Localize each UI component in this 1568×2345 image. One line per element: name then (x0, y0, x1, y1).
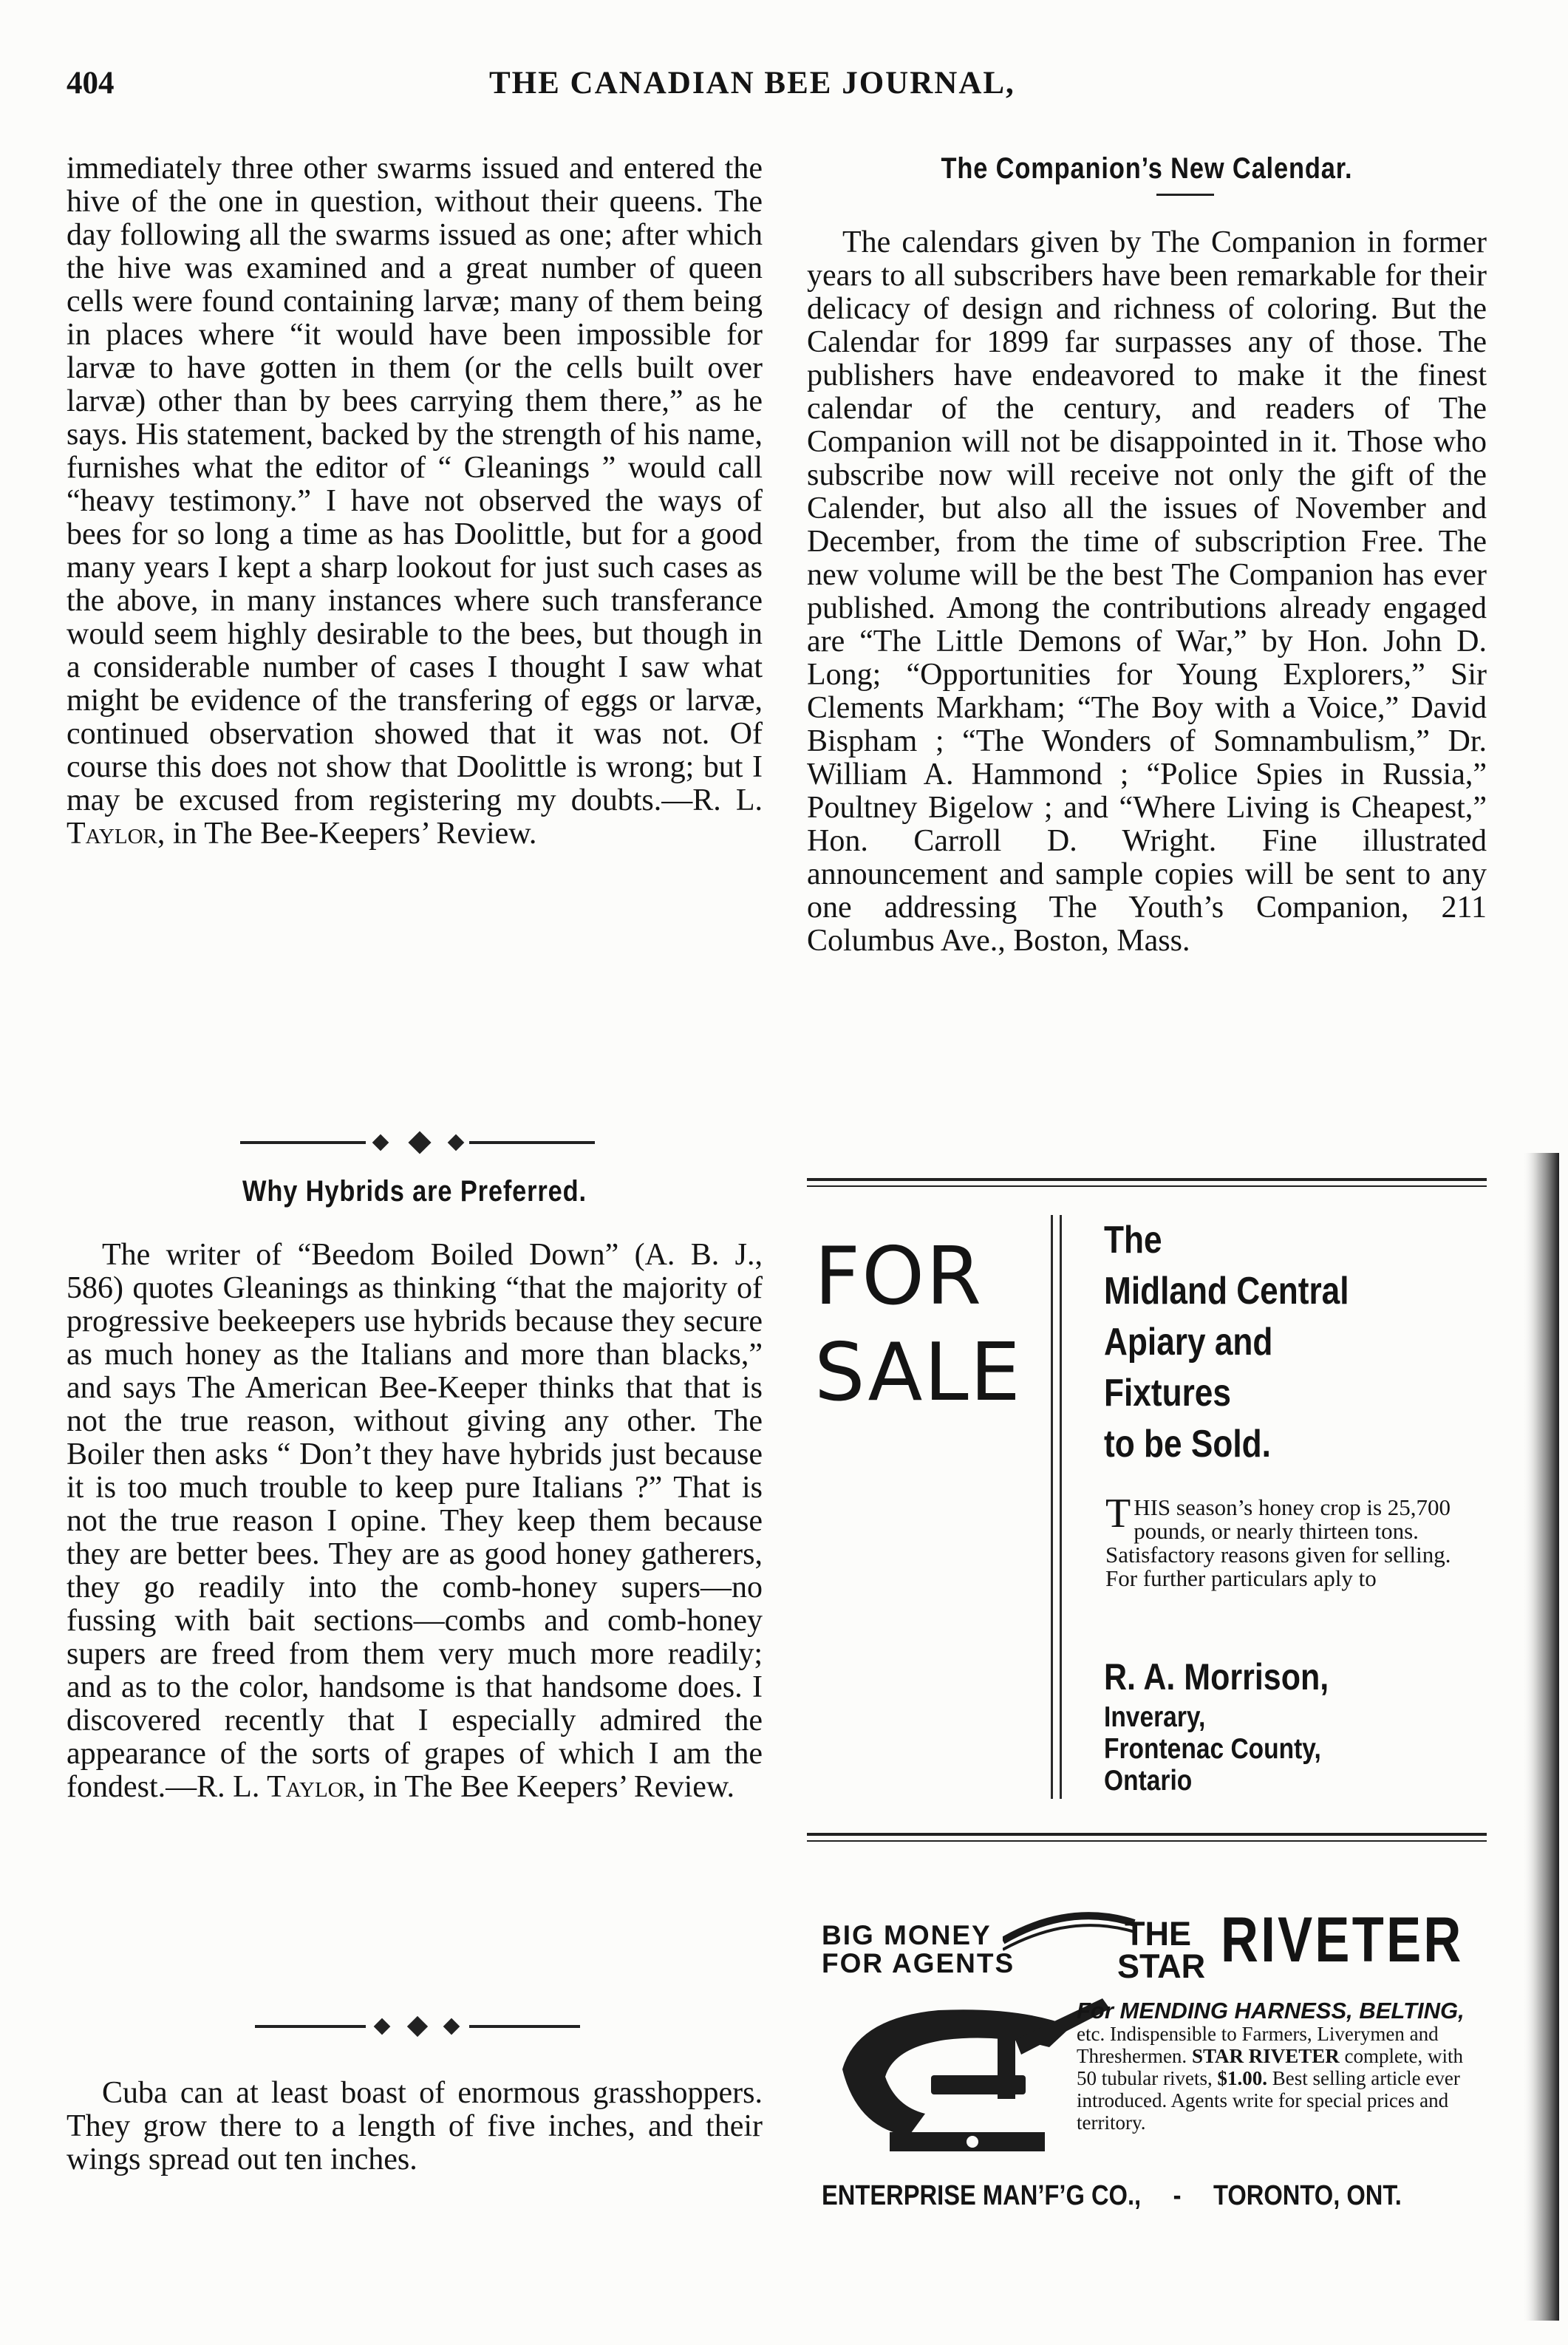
riveter-title: RIVETER (1221, 1905, 1464, 1975)
hybrids-article (67, 1239, 763, 1804)
hybrids-source: in The Bee Keepers’ Review. (365, 1770, 734, 1804)
for-label: FOR (814, 1231, 984, 1323)
ad-contact: R. A. Morrison, Inverary, Frontenac County, Ontario (1104, 1653, 1460, 1797)
for-mending-line: For MENDING HARNESS, BELTING, (1077, 1998, 1465, 2024)
company-name: ENTERPRISE MAN’F’G CO., (822, 2180, 1142, 2211)
company-city: TORONTO, ONT. (1213, 2180, 1402, 2211)
scan-edge-shadow (1507, 1153, 1559, 2321)
section-ornament (240, 1134, 595, 1151)
hybrids-heading: Why Hybrids are Preferred. (242, 1175, 587, 1208)
ad-divider-line-2 (1060, 1215, 1062, 1799)
calendar-heading: The Companion’s New Calendar. (941, 152, 1353, 185)
calendar-article: The calendars given by The Companion in former years to all subscribers have been remarkable for their delicacy of design and richness of coloring. But the Calendar for 1899 far surpasses any of those. The publishers have endeavored to make it the finest calendar of the century, and readers of The Companion will not be disappointed in it. Those who subscribe now will receive not only the gift of the Calender, but also all the issues of November and December, from the time of subscription Free. The new volume will be the best The Companion has ever published. Among the contributions already engaged are “The Little Demons of War,” by Hon. John D. Long; “Opportunities for Young Explorers,” Sir Clements Markham; “The Boy with a Voice,” David Bispham ; “The Wonders of Somnambulism,” Dr. William A. Hammond ; “Police Spies in Russia,” Poultney Bigelow ; and “Where Living is Cheapest,” Hon. Carroll D. Wright. Fine illustrated announcement and sample copies will be sent to any one addressing The Youth’s Companion, 211 Columbus Ave., Boston, Mass. (807, 225, 1487, 958)
section-ornament-2 (255, 2018, 580, 2035)
ad-title: The Midland Central Apiary and Fixtures to be Sold. (1104, 1219, 1349, 1466)
continuation-text: immediately three other swarms issued and entered the hive of the one in question, without their queens. The day following all the swarms issued as one; after which the hive was examined and a great number of queen cells were found containing larvæ; many of them being in places where “it would have been impossible for larvæ to have gotten in them (or the cells built over larvæ) other than by bees carrying them there,” as he says. His statement, backed by the strength of his name, furnishes what the editor of “ Gleanings ” would call “heavy testimony.” I have not observed the ways of bees for so long a time as has Doolittle, but for a good many years I kept a sharp lookout for just such cases as the above, in many instances where such transferance would seem highly desirable to the bees, but though in a considerable number of cases I thought I saw what might be evidence of the transfering of eggs or larvæ, continued observation showed that it was not. Of course this does not show that Doolittle is wrong; but I may be excused from registering my doubts.—R. L. Taylor, in The Bee-Keepers’ Review. (67, 152, 763, 851)
page-number: 404 (67, 66, 115, 101)
cuba-note: Cuba can at least boast of enormous grasshoppers. They grow there to a length of five inches, and their wings spread out ten inches. (67, 2076, 763, 2176)
continuation-author: R. L. Taylor, (67, 783, 763, 851)
ad-divider-bottom (807, 1833, 1487, 1842)
big-money: BIG MONEY (822, 1920, 992, 1950)
heading-rule (1156, 194, 1214, 196)
contact-name: R. A. Morrison, (1104, 1656, 1329, 1698)
riveter-footer: ENTERPRISE MAN’F’G CO., - TORONTO, ONT. (822, 2180, 1402, 2211)
riveter-description: For MENDING HARNESS, BELTING, etc. Indispensible to Farmers, Liverymen and Threshermen. STAR RIVETER complete, with 50 tubular rivets, $1.00. Best selling article ever introduced. Agents write for special prices and territory. (1077, 1998, 1465, 2134)
ad-divider-line (1051, 1215, 1053, 1799)
riveter-ad (807, 1862, 1501, 2217)
ad-divider-top (807, 1178, 1487, 1187)
continuation-source: in The Bee-Keepers’ Review. (165, 817, 537, 851)
star-label: STAR (1117, 1947, 1206, 1985)
article-continuation (67, 152, 763, 851)
page-header (67, 65, 1485, 109)
ad-body: THIS season’s honey crop is 25,700 pounds, or nearly thirteen tons. Satisfactory reasons given for selling. For further particulars aply to (1105, 1491, 1451, 1591)
drop-cap: T (1105, 1491, 1131, 1536)
banner-arrow-icon (1003, 1907, 1136, 1958)
riveter-tool-icon (828, 1988, 1116, 2173)
the-label: THE (1125, 1915, 1191, 1953)
for-sale-ad (807, 1215, 1487, 1814)
journal-title: THE CANADIAN BEE JOURNAL, (489, 66, 1015, 101)
hybrids-text: The writer of “Beedom Boiled Down” (A. B. J., 586) quotes Gleanings as thinking “that the majority of progressive beekeepers use hybrids because they secure as much honey as the Italians and more than blacks,” and says The American Bee-Keeper thinks that that is not the true reason, without giving any other. The Boiler then asks “ Don’t they have hybrids just because it is too much trouble to keep pure Italians ?” That is not the true reason I opine. They keep them because they are better bees. They are as good honey gatherers, they go readily into the comb-honey supers—no fussing with bait sections—combs and comb-honey supers are freed from them very much more readily; and as to the color, handsome is that handsome does. I discovered recently that I especially admired the appearance of the sorts of grapes of which I am the fondest.—R. L. Taylor, in The Bee Keepers’ Review. (67, 1238, 763, 1804)
sale-label: SALE (814, 1327, 1022, 1419)
hybrids-author: R. L. Taylor, (197, 1770, 366, 1804)
for-agents: FOR AGENTS (822, 1948, 1015, 1978)
